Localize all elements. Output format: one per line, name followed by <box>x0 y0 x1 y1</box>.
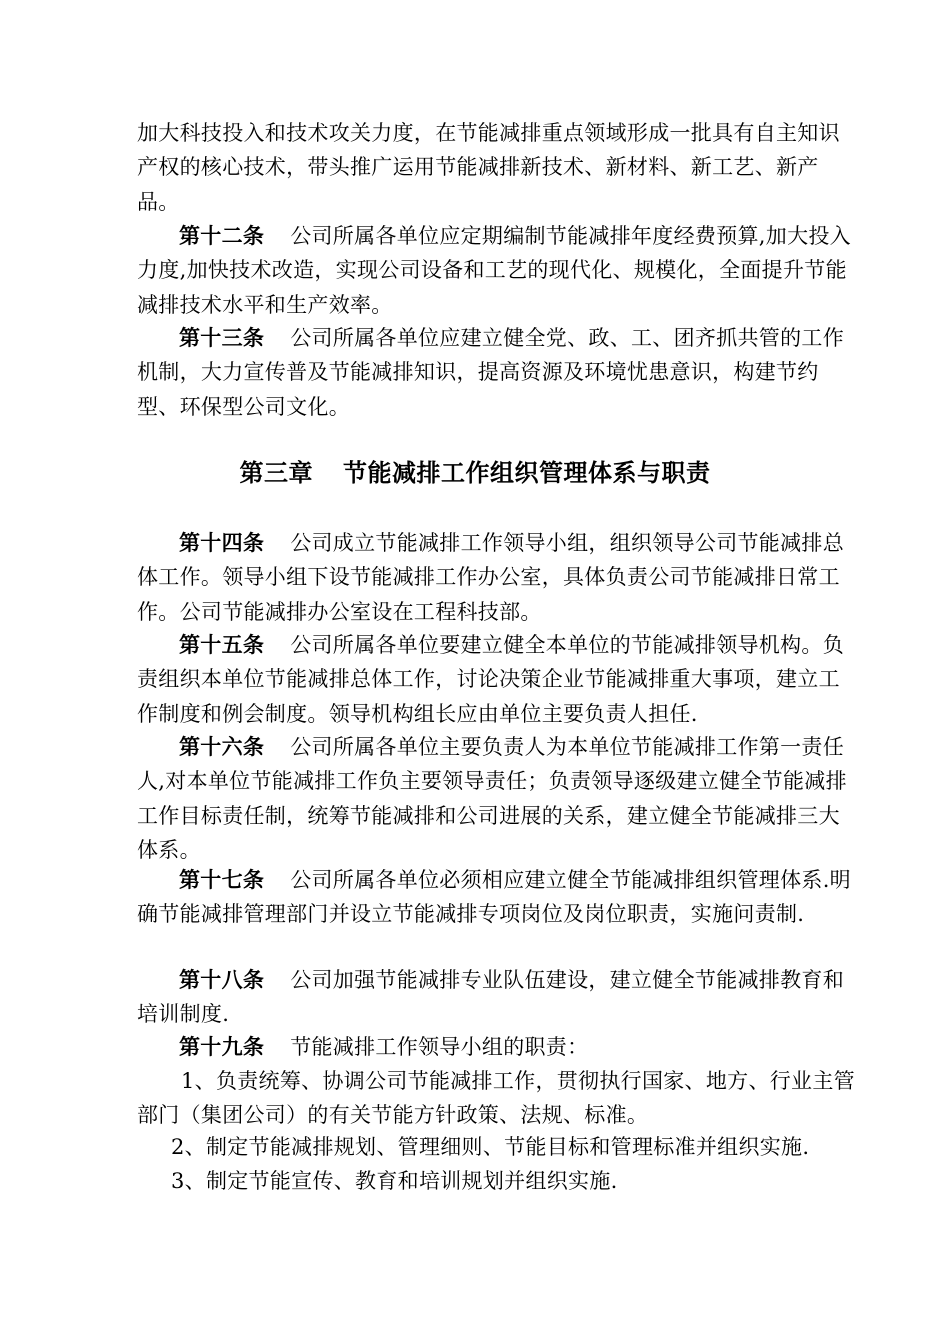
article-body: 公司成立节能减排工作领导小组，组织领导公司节能减排总体工作。领导小组下设节能减排工作办公室，具体负责公司节能减排日常工作。公司节能减排办公室设在工程科技部。 <box>137 531 845 624</box>
article-body: 公司所属各单位必须相应建立健全节能减排组织管理体系.明确节能减排管理部门并设立节能减排专项岗位及岗位职责，实施问责制. <box>137 868 851 927</box>
chapter-title <box>0 455 950 491</box>
list-item-1 <box>137 1064 855 1133</box>
article-heading: 第十八条 <box>179 967 265 992</box>
article-body: 节能减排工作领导小组的职责： <box>290 1035 589 1059</box>
article-heading: 第十二条 <box>179 223 265 248</box>
article-12 <box>137 219 855 322</box>
article-body: 公司所属各单位主要负责人为本单位节能减排工作第一责任人,对本单位节能减排工作负主要领导责任；负责领导逐级建立健全节能减排工作目标责任制，统筹节能减排和公司进展的关系，建立健全节能减排三大体系。 <box>137 735 847 862</box>
article-17 <box>137 863 855 932</box>
article-heading: 第十五条 <box>179 632 265 657</box>
article-15 <box>137 628 855 731</box>
list-item-text: 2、制定节能减排规划、管理细则、节能目标和管理标准并组织实施. <box>171 1135 810 1159</box>
article-16 <box>137 730 855 867</box>
article-heading: 第十三条 <box>179 325 265 350</box>
paragraph-continuation <box>137 116 855 219</box>
article-body: 公司所属各单位要建立健全本单位的节能减排领导机构。负责组织本单位节能减排总体工作，讨论决策企业节能减排重大事项，建立工作制度和例会制度。领导机构组长应由单位主要负责人担任. <box>137 633 845 726</box>
article-body: 公司加强节能减排专业队伍建设，建立健全节能减排教育和培训制度. <box>137 968 845 1027</box>
article-14 <box>137 526 855 629</box>
article-13 <box>137 321 855 424</box>
article-18 <box>137 963 855 1032</box>
article-body: 公司所属各单位应建立健全党、政、工、团齐抓共管的工作机制，大力宣传普及节能减排知识，提高资源及环境忧患意识，构建节约型、环保型公司文化。 <box>137 326 845 419</box>
list-item-text: 1、负责统筹、协调公司节能减排工作，贯彻执行国家、地方、行业主管部门（集团公司）的有关节能方针政策、法规、标准。 <box>137 1069 855 1128</box>
chapter-number: 第三章 <box>239 458 313 487</box>
paragraph-body: 加大科技投入和技术攻关力度，在节能减排重点领域形成一批具有自主知识产权的核心技术，带头推广运用节能减排新技术、新材料、新工艺、新产品。 <box>137 121 840 214</box>
article-heading: 第十四条 <box>179 530 265 555</box>
chapter-name: 节能减排工作组织管理体系与职责 <box>343 458 711 487</box>
article-19 <box>137 1030 855 1064</box>
article-heading: 第十六条 <box>179 734 265 759</box>
list-item-3 <box>137 1164 855 1198</box>
article-body: 公司所属各单位应定期编制节能减排年度经费预算,加大投入力度,加快技术改造，实现公司设备和工艺的现代化、规模化，全面提升节能减排技术水平和生产效率。 <box>137 224 851 317</box>
article-heading: 第十九条 <box>179 1034 265 1059</box>
article-heading: 第十七条 <box>179 867 265 892</box>
list-item-text: 3、制定节能宣传、教育和培训规划并组织实施. <box>171 1169 618 1193</box>
list-item-2 <box>137 1130 855 1164</box>
